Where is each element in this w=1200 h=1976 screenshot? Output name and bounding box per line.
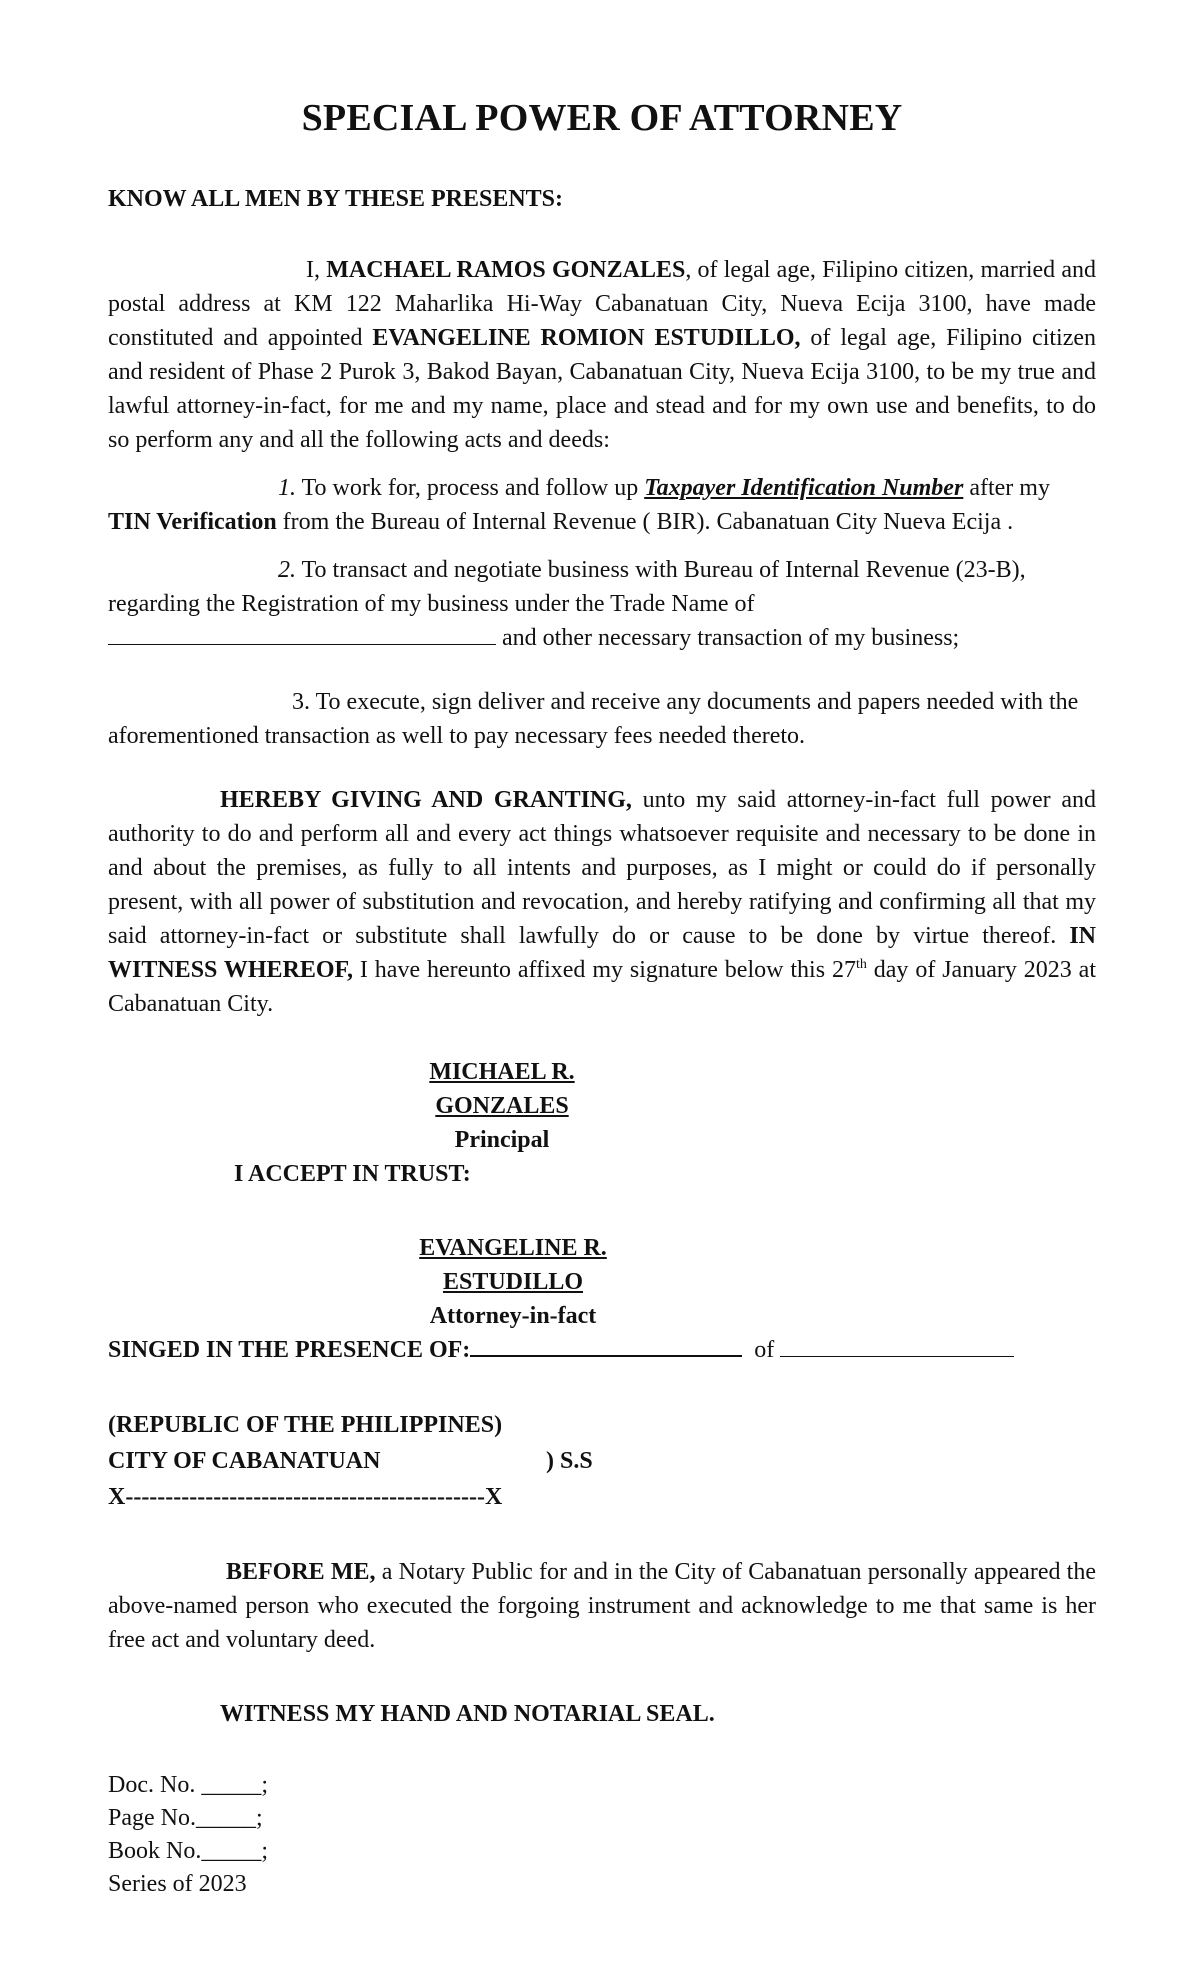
- item-2: [108, 553, 1096, 655]
- witness-seal-heading: WITNESS MY HAND AND NOTARIAL SEAL.: [220, 1701, 715, 1727]
- attorney-name: EVANGELINE R. ESTUDILLO: [419, 1235, 607, 1295]
- principal-name: MICHAEL R. GONZALES: [429, 1059, 575, 1119]
- trade-name-blank[interactable]: [108, 622, 496, 645]
- notarial-register: [108, 1769, 1096, 1901]
- granting-text-2: I have hereunto affixed my signature below this 27: [353, 957, 856, 983]
- intro-text-2: , of legal age, Filipino citizen, married and postal address at KM 122 Maharlika Hi-Way Cabanatuan City, Nueva Ecija 3100, have made constituted and appointed: [108, 257, 1096, 351]
- doc-no: Doc. No. _____;: [108, 1772, 268, 1798]
- attorney-signature: [348, 1231, 678, 1333]
- venue-separator: X---------------------------------------------X: [108, 1484, 503, 1510]
- principal-role: Principal: [454, 1127, 550, 1153]
- signed-of-text: of: [754, 1337, 775, 1363]
- item-1-text-1: To work for, process and follow up: [296, 475, 645, 501]
- before-me-paragraph: [108, 1555, 1096, 1657]
- venue-block: [108, 1407, 1096, 1515]
- item-1-text-2: after my: [963, 475, 1050, 501]
- attorney-role: Attorney-in-fact: [429, 1303, 597, 1329]
- principal-signature: [363, 1055, 641, 1157]
- tin-verification: TIN Verification: [108, 509, 277, 535]
- signed-presence-line: [108, 1333, 1096, 1367]
- item-1: [108, 471, 1096, 539]
- date-suffix: th: [855, 957, 867, 972]
- item-2-text-2: and other necessary transaction of my business;: [496, 625, 960, 651]
- item-1-text-3: from the Bureau of Internal Revenue ( BIR). Cabanatuan City Nueva Ecija .: [276, 509, 1014, 535]
- item-2-number: 2.: [278, 557, 296, 583]
- signed-presence-label: SINGED IN THE PRESENCE OF:: [108, 1337, 471, 1363]
- granting-text-1: unto my said attorney-in-fact full power and authority to do and perform all and every act things whatsoever requisite and necessary to be done in and about the premises, as fully to all intents and purposes, as I might or could do if personally present, with all power of substitution and revocation, and hereby ratifying and confirming all that my said attorney-in-fact or substitute shall lawfully do or cause to be done by virtue thereof.: [108, 787, 1097, 949]
- intro-text-1: I,: [306, 257, 327, 283]
- item-3: 3. To execute, sign deliver and receive any documents and papers needed with the aforementioned transaction as well to pay necessary fees needed thereto.: [108, 689, 1079, 749]
- witness-whereof: IN WITNESS WHEREOF,: [108, 923, 1096, 983]
- principal-full-name: MACHAEL RAMOS GONZALES: [326, 257, 686, 283]
- granting-heading: HEREBY GIVING AND GRANTING,: [220, 787, 632, 813]
- venue-republic: (REPUBLIC OF THE PHILIPPINES): [108, 1412, 503, 1438]
- document-title: SPECIAL POWER OF ATTORNEY: [301, 97, 903, 139]
- tin-emphasis: Taxpayer Identification Number: [644, 475, 964, 501]
- accept-in-trust: I ACCEPT IN TRUST:: [234, 1161, 471, 1187]
- granting-paragraph: [108, 783, 1096, 1021]
- venue-city: CITY OF CABANATUAN: [108, 1448, 381, 1474]
- page-no: Page No._____;: [108, 1805, 263, 1831]
- before-me-text: a Notary Public for and in the City of Cabanatuan personally appeared the above-named person who executed the forgoing instrument and acknowledge to me that same is her free act and voluntary deed.: [108, 1559, 1097, 1653]
- book-no: Book No._____;: [108, 1838, 269, 1864]
- attorney-full-name: EVANGELINE ROMION ESTUDILLO,: [372, 325, 801, 351]
- item-2-text-1: To transact and negotiate business with Bureau of Internal Revenue (23-B), regarding the Registration of my business under the Trade Name of: [108, 557, 1026, 617]
- witness-address-blank[interactable]: [780, 1334, 1014, 1357]
- know-all-heading: KNOW ALL MEN BY THESE PRESENTS:: [108, 186, 564, 212]
- venue-ss: ) S.S: [546, 1448, 593, 1474]
- witness-name-blank[interactable]: [470, 1333, 742, 1357]
- granting-text-3: day of January 2023 at Cabanatuan City.: [108, 957, 1096, 1017]
- before-me-heading: BEFORE ME,: [226, 1559, 376, 1585]
- intro-text-3: of legal age, Filipino citizen and resident of Phase 2 Purok 3, Bakod Bayan, Cabanatuan City, Nueva Ecija 3100, to be my true and lawful attorney-in-fact, for me and my name, place and stead and for my own use and benefits, to do so perform any and all the following acts and deeds:: [108, 325, 1097, 453]
- intro-paragraph: [108, 253, 1096, 457]
- venue-city-line: [108, 1443, 1096, 1479]
- signed-of: [742, 1337, 754, 1363]
- item-1-number: 1.: [278, 475, 296, 501]
- series: Series of 2023: [108, 1871, 247, 1897]
